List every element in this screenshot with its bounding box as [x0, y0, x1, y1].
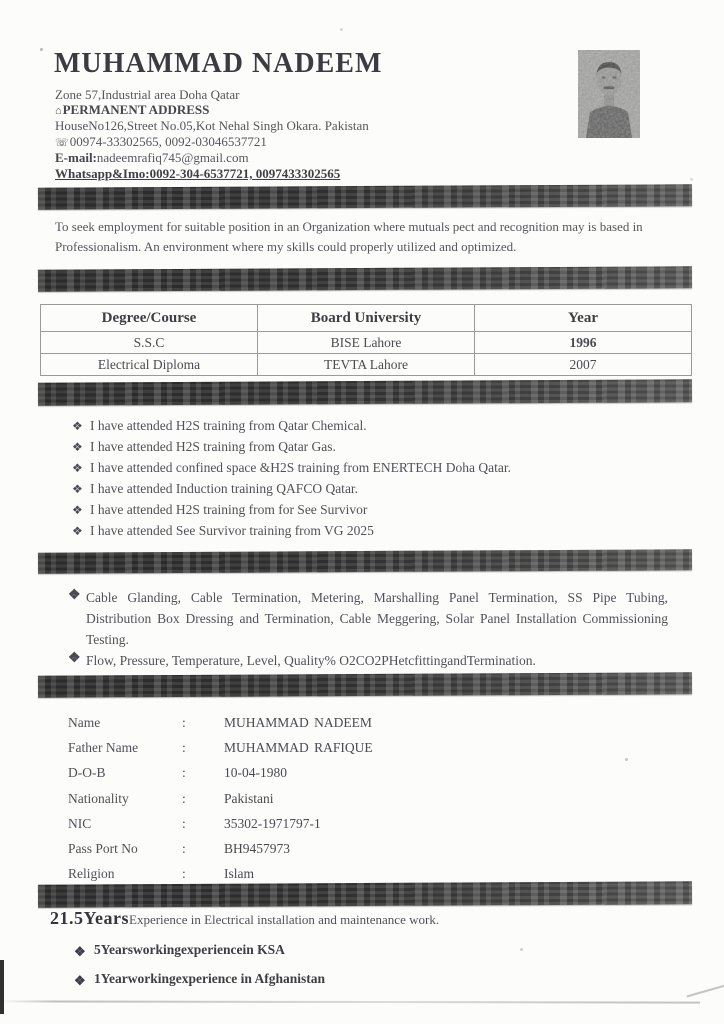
- colon-separator: :: [182, 841, 186, 856]
- page-fold-corner: [686, 985, 724, 998]
- redacted-section-bar-skills: [38, 549, 692, 573]
- education-col-year: Year: [475, 305, 692, 332]
- redacted-section-bar-objective: [38, 184, 692, 209]
- current-address: Zone 57,Industrial area Doha Qatar: [55, 87, 240, 102]
- board-cell: BISE Lahore: [258, 332, 475, 354]
- colon-separator: :: [182, 791, 186, 806]
- redacted-section-bar-personal: [38, 672, 692, 697]
- board-cell: TEVTA Lahore: [258, 354, 475, 376]
- scan-edge-mark: [0, 960, 4, 1014]
- year-cell: 1996: [475, 332, 692, 354]
- permanent-address-value: HouseNo126,Street No.05,Kot Nehal Singh Okara. Pakistan: [55, 118, 369, 133]
- personal-value: 10-04-1980: [224, 765, 287, 780]
- redacted-section-bar-education: [38, 266, 692, 291]
- bullet-icon: ❖: [72, 503, 83, 517]
- personal-label: Pass Port No: [68, 841, 138, 856]
- email-value: nadeemrafiq745@gmail.com: [96, 150, 249, 165]
- bullet-icon: ❖: [68, 588, 81, 603]
- training-item: I have attended H2S training from for See Survivor: [90, 502, 368, 517]
- colon-separator: :: [182, 740, 186, 755]
- cv-holder-name: MUHAMMAD NADEEM: [54, 48, 383, 79]
- experience-summary: [50, 908, 439, 929]
- personal-label: Religion: [68, 866, 115, 881]
- bullet-icon: ❖: [72, 482, 83, 496]
- bullet-icon: ❖: [74, 973, 86, 988]
- permanent-address-heading: [55, 102, 209, 118]
- training-item: I have attended H2S training from Qatar Gas.: [90, 439, 336, 454]
- training-item: I have attended Induction training QAFCO Qatar.: [90, 481, 359, 496]
- personal-label: Nationality: [68, 791, 129, 806]
- personal-value: Pakistani: [224, 791, 274, 806]
- permanent-address-label: PERMANENT ADDRESS: [62, 102, 210, 117]
- email-label: E-mail:: [55, 150, 97, 165]
- education-header-row: [41, 305, 692, 332]
- bullet-icon: ❖: [72, 419, 83, 433]
- education-row: [41, 354, 692, 376]
- colon-separator: :: [182, 816, 186, 831]
- personal-label: D-O-B: [68, 765, 106, 780]
- personal-label: Name: [68, 715, 101, 730]
- training-item: I have attended confined space &H2S training from ENERTECH Doha Qatar.: [90, 460, 511, 475]
- experience-item: 1Yearworkingexperience in Afghanistan: [94, 971, 325, 986]
- phone-line: [55, 134, 267, 150]
- skill-item: Cable Glanding, Cable Termination, Metering, Marshalling Panel Termination, SS Pipe Tubing, Distribution Box Dressing and Termination, Cable Meggering, Solar Panel Installation Commissioning Testing.: [86, 590, 668, 647]
- personal-label: NIC: [68, 816, 92, 831]
- education-col-degree: Degree/Course: [41, 305, 258, 332]
- bullet-icon: ❖: [72, 461, 83, 475]
- redacted-section-bar-trainings: [38, 379, 692, 405]
- degree-cell: Electrical Diploma: [41, 354, 258, 376]
- bullet-icon: ❖: [72, 440, 83, 454]
- personal-value: MUHAMMAD RAFIQUE: [224, 740, 373, 755]
- experience-summary-text: Experience in Electrical installation and maintenance work.: [129, 912, 440, 927]
- email-line: [55, 150, 249, 166]
- personal-value: Islam: [224, 866, 254, 881]
- education-row: [41, 332, 692, 354]
- colon-separator: :: [182, 715, 186, 730]
- phone-numbers: 00974-33302565, 0092-03046537721: [69, 134, 267, 149]
- redacted-section-bar-experience: [38, 881, 692, 907]
- personal-value: MUHAMMAD NADEEM: [224, 715, 372, 730]
- year-cell: 2007: [475, 354, 692, 376]
- scan-specks: [40, 48, 43, 51]
- education-table: [40, 304, 692, 376]
- bullet-icon: ❖: [68, 651, 81, 666]
- passport-photo: [578, 50, 640, 138]
- bullet-icon: ❖: [74, 944, 86, 959]
- personal-label: Father Name: [68, 740, 139, 755]
- personal-value: BH9457973: [224, 841, 291, 856]
- colon-separator: :: [182, 765, 186, 780]
- degree-cell: S.S.C: [41, 332, 258, 354]
- experience-years: 21.5Years: [50, 908, 129, 928]
- personal-value: 35302-1971797-1: [224, 816, 321, 831]
- whatsapp-imo-line: Whatsapp&Imo:0092-304-6537721, 0097433302565: [55, 166, 341, 181]
- education-col-board: Board University: [258, 305, 475, 332]
- page-fold-line: [0, 1000, 700, 1003]
- objective-text: To seek employment for suitable position in an Organization where mutuals pect and recognition may is based in Professionalism. An environment where my skills could properly utilized and optimized.: [55, 219, 643, 254]
- training-item: I have attended See Survivor training from VG 2025: [90, 523, 374, 538]
- experience-item: 5Yearsworkingexperiencein KSA: [94, 942, 285, 957]
- phone-icon: ☏: [55, 137, 69, 149]
- bullet-icon: ❖: [72, 524, 83, 538]
- skill-item: Flow, Pressure, Temperature, Level, Quality% O2CO2PHetcfittingandTermination.: [86, 653, 536, 668]
- house-icon: ⌂: [55, 105, 62, 117]
- passport-photo-image: [578, 50, 640, 138]
- training-item: I have attended H2S training from Qatar Chemical.: [90, 418, 367, 433]
- colon-separator: :: [182, 866, 186, 881]
